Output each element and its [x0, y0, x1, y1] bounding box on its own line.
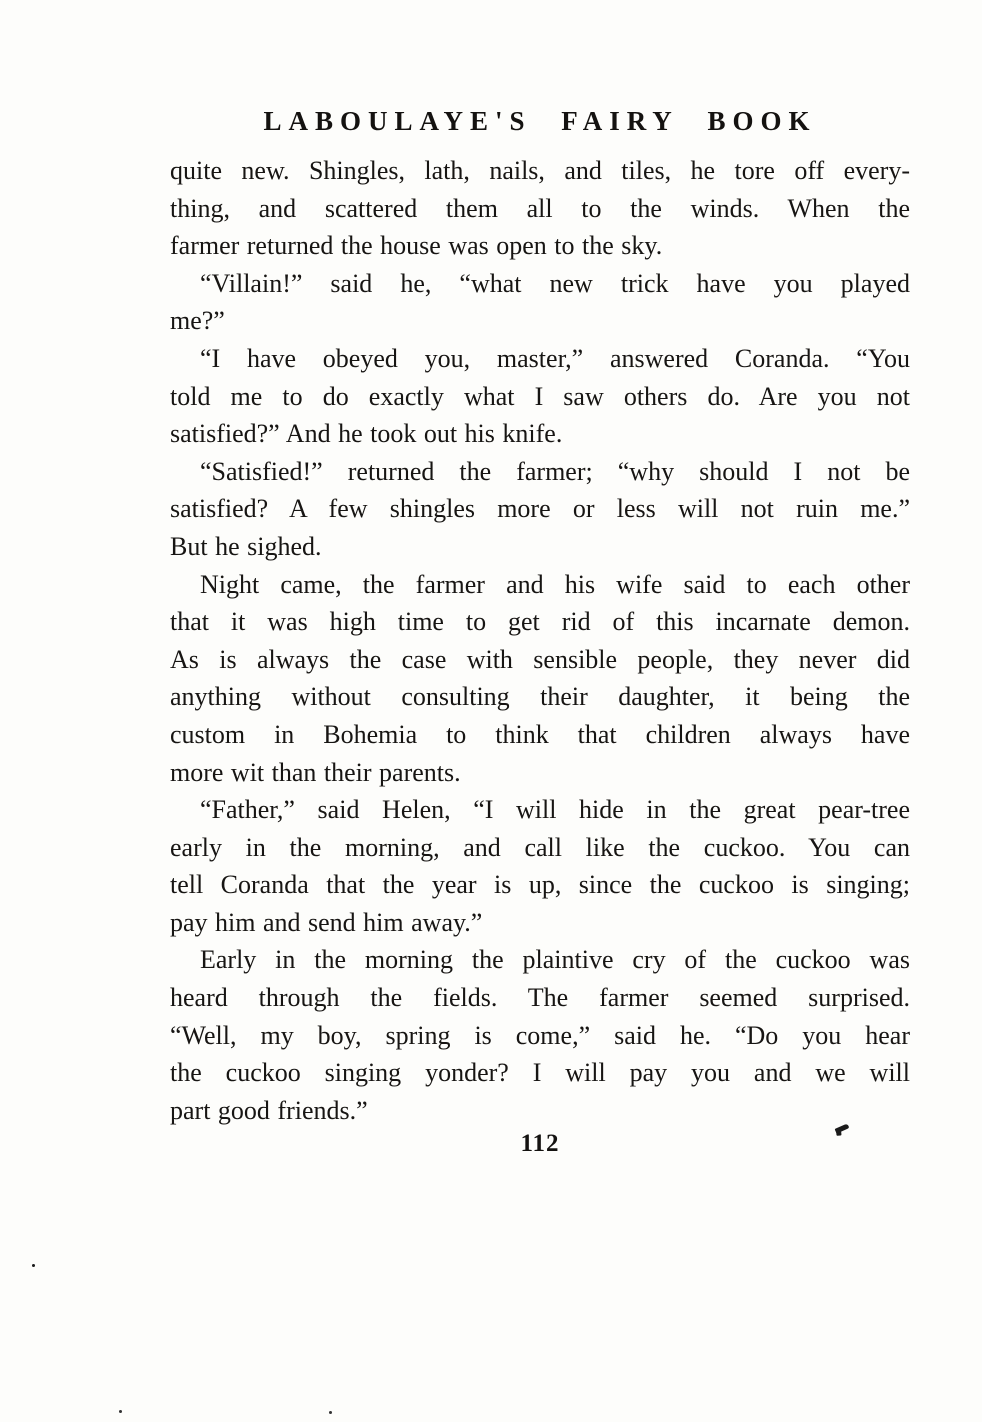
text-line: more wit than their parents.: [170, 757, 461, 787]
text-line: quite new. Shingles, lath, nails, and tiles, he tore off every-: [170, 156, 910, 185]
text-line: heard through the fields. The farmer seemed surprised.: [170, 983, 910, 1013]
text-line: “Villain!” said he, “what new trick have you played: [200, 268, 910, 298]
ink-speck-icon: [119, 1410, 122, 1413]
text-line: that it was high time to get rid of this incarnate demon.: [170, 607, 910, 637]
running-header: LABOULAYE'S FAIRY BOOK: [263, 106, 817, 136]
text-line: anything without consulting their daughter, it being the: [170, 682, 910, 712]
text-line: the cuckoo singing yonder? I will pay you and we will: [170, 1058, 910, 1088]
text-line: As is always the case with sensible people, they never did: [170, 644, 910, 674]
paragraph: [170, 453, 910, 566]
page-number: 112: [520, 1130, 560, 1157]
ink-speck-icon: [32, 1264, 35, 1267]
body-text: [170, 152, 910, 1129]
text-line: tell Coranda that the year is up, since the cuckoo is singing;: [170, 870, 910, 900]
text-line: “I have obeyed you, master,” answered Coranda. “You: [200, 343, 910, 373]
text-line: thing, and scattered them all to the winds. When the: [170, 193, 910, 223]
text-line: me?”: [170, 306, 225, 336]
paragraph: [170, 941, 910, 1129]
text-line: “Satisfied!” returned the farmer; “why should I not be: [200, 456, 910, 486]
ink-speck-icon: [329, 1411, 332, 1414]
text-line: custom in Bohemia to think that children always have: [170, 719, 910, 749]
text-line: “Well, my boy, spring is come,” said he. “Do you hear: [170, 1020, 910, 1050]
paragraph: [170, 566, 910, 792]
paragraph: [170, 340, 910, 453]
text-line: satisfied?” And he took out his knife.: [170, 419, 563, 449]
text-line: Early in the morning the plaintive cry of the cuckoo was: [200, 945, 910, 975]
text-line: But he sighed.: [170, 531, 322, 561]
text-line: farmer returned the house was open to the sky.: [170, 231, 663, 261]
paragraph: [170, 791, 910, 941]
paragraph: [170, 265, 910, 340]
paragraph: [170, 152, 910, 265]
text-line: Night came, the farmer and his wife said to each other: [200, 569, 910, 599]
text-line: satisfied? A few shingles more or less will not ruin me.”: [170, 494, 910, 524]
text-line: part good friends.”: [170, 1095, 368, 1125]
text-line: told me to do exactly what I saw others do. Are you not: [170, 381, 910, 411]
text-line: “Father,” said Helen, “I will hide in the great pear-tree: [200, 795, 910, 825]
text-line: early in the morning, and call like the cuckoo. You can: [170, 832, 910, 862]
text-line: pay him and send him away.”: [170, 907, 483, 937]
